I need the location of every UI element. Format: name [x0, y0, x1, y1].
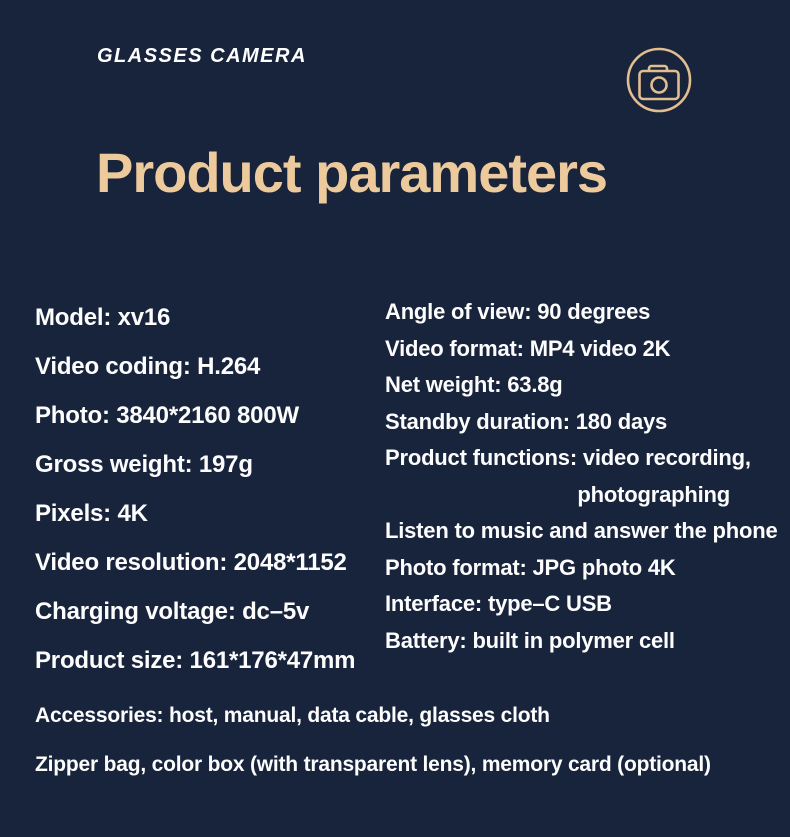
spec-angle-of-view: Angle of view: 90 degrees — [385, 299, 651, 324]
spec-photo-format: Photo format: JPG photo 4K — [385, 554, 676, 580]
spec-model: Model: xv16 — [35, 304, 171, 331]
spec-video-format: Video format: MP4 video 2K — [385, 335, 671, 361]
spec-standby-duration: Standby duration: 180 days — [385, 408, 668, 434]
spec-video-coding: Video coding: H.264 — [35, 353, 261, 380]
spec-video-resolution: Video resolution: 2048*1152 — [35, 549, 347, 576]
spec-gross-weight: Gross weight: 197g — [35, 451, 253, 478]
spec-accessories-cont: Zipper bag, color box (with transparent lens), memory card (optional) — [35, 753, 711, 776]
spec-footer — [35, 691, 775, 789]
spec-net-weight: Net weight: 63.8g — [385, 372, 563, 397]
spec-product-size: Product size: 161*176*47mm — [35, 647, 356, 674]
spec-charging-voltage: Charging voltage: dc–5v — [35, 598, 310, 625]
camera-icon — [625, 46, 693, 114]
spec-product-functions: Product functions: video recording, — [385, 445, 751, 470]
spec-photo: Photo: 3840*2160 800W — [35, 402, 299, 429]
spec-product-functions-cont: photographing — [577, 481, 730, 507]
spec-battery: Battery: built in polymer cell — [385, 627, 675, 653]
spec-pixels: Pixels: 4K — [35, 500, 148, 527]
spec-column-right — [385, 294, 787, 659]
spec-column-left — [35, 293, 375, 685]
spec-accessories: Accessories: host, manual, data cable, glasses cloth — [35, 704, 550, 727]
page-title: Product parameters — [96, 141, 608, 204]
spec-interface: Interface: type–C USB — [385, 591, 612, 616]
brand-label: GLASSES CAMERA — [97, 45, 307, 67]
spec-music-phone: Listen to music and answer the phone — [385, 518, 778, 543]
